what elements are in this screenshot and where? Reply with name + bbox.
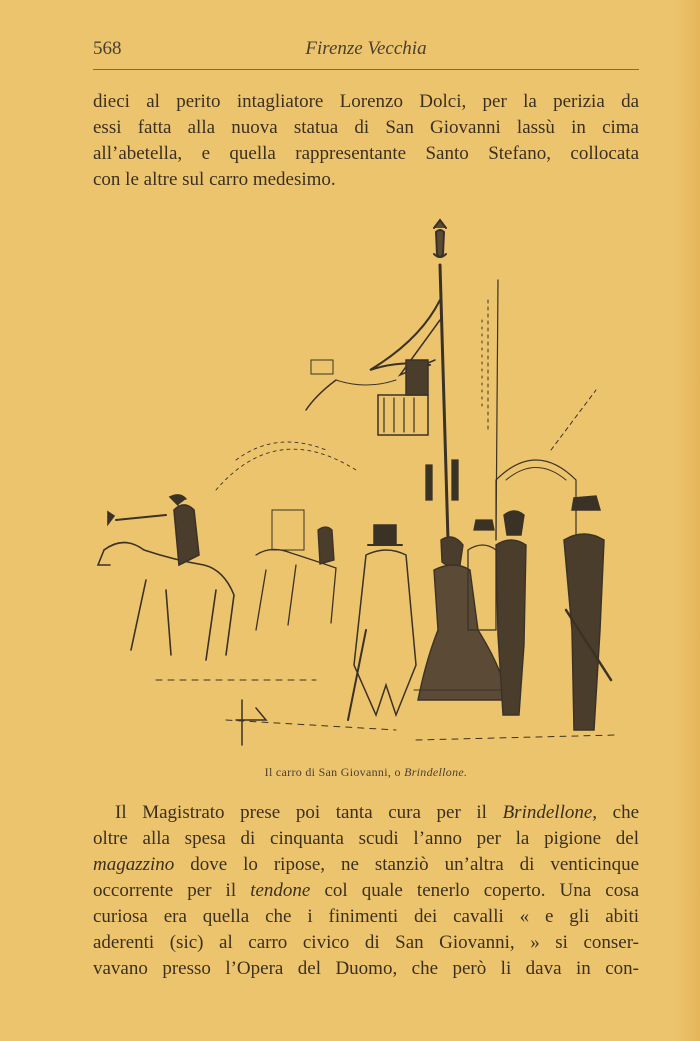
- figure-caption: [93, 765, 639, 780]
- page-edge-shadow: [674, 0, 700, 1041]
- text-run: Il Magistrato prese poi tanta cura per il: [115, 802, 487, 823]
- top-paragraph: [93, 89, 639, 193]
- text-line: dieci al perito intagliatore Lorenzo Dolci, per la perizia da: [93, 91, 639, 112]
- italic-run: magazzino: [93, 854, 175, 875]
- ground-lines: [156, 680, 616, 740]
- page-number: 568: [93, 38, 122, 59]
- caption-italic: Brindellone.: [404, 765, 468, 779]
- text-run: che: [612, 802, 640, 823]
- man-top-hat: [348, 525, 416, 720]
- soldier-right: [564, 496, 611, 730]
- small-building: [272, 510, 304, 550]
- text-line: essi fatta alla nuova statua di San Giovanni lassù in cima: [93, 117, 639, 138]
- pole-figures: [426, 460, 458, 500]
- pole-with-statue: [434, 220, 448, 540]
- text-run: occorrente per il: [93, 880, 237, 901]
- text-line: all’abetella, e quella rappresentante Santo Stefano, collocata: [93, 143, 639, 164]
- rider-with-trumpet: [98, 495, 234, 660]
- bottom-paragraph: [93, 800, 639, 982]
- text-line: [93, 852, 639, 878]
- soldier-middle: [496, 511, 526, 715]
- text-line: [93, 800, 639, 826]
- text-line: aderenti (sic) al carro civico di San Giovanni, » si conser-: [93, 932, 639, 953]
- text-line: con le altre sul carro medesimo.: [93, 169, 336, 190]
- text-run: dove lo ripose, ne stanziò un’altra di venticinque: [190, 854, 640, 875]
- italic-run: tendone: [250, 880, 311, 901]
- text-line: vavano presso l’Opera del Duomo, che però li dava in con-: [93, 958, 639, 979]
- running-title: Firenze Vecchia: [305, 38, 427, 59]
- header-rule: [93, 69, 639, 70]
- text-line: [93, 878, 639, 904]
- illustration-engraving: [96, 210, 636, 755]
- second-rider: [256, 527, 336, 630]
- text-line: curiosa era quella che i finimenti dei cavalli « e gli abiti: [93, 906, 639, 927]
- text-run: col quale tenerlo coperto. Una cosa: [324, 880, 640, 901]
- artist-monogram: [236, 700, 266, 745]
- italic-run: Brindellone,: [502, 802, 598, 823]
- left-arch: [216, 442, 356, 490]
- page-header: [93, 38, 639, 68]
- building-balcony: [311, 360, 428, 435]
- text-line: oltre alla spesa di cinquanta scudi l’anno per la pigione del: [93, 828, 639, 849]
- caption-text: Il carro di San Giovanni, o: [264, 765, 401, 779]
